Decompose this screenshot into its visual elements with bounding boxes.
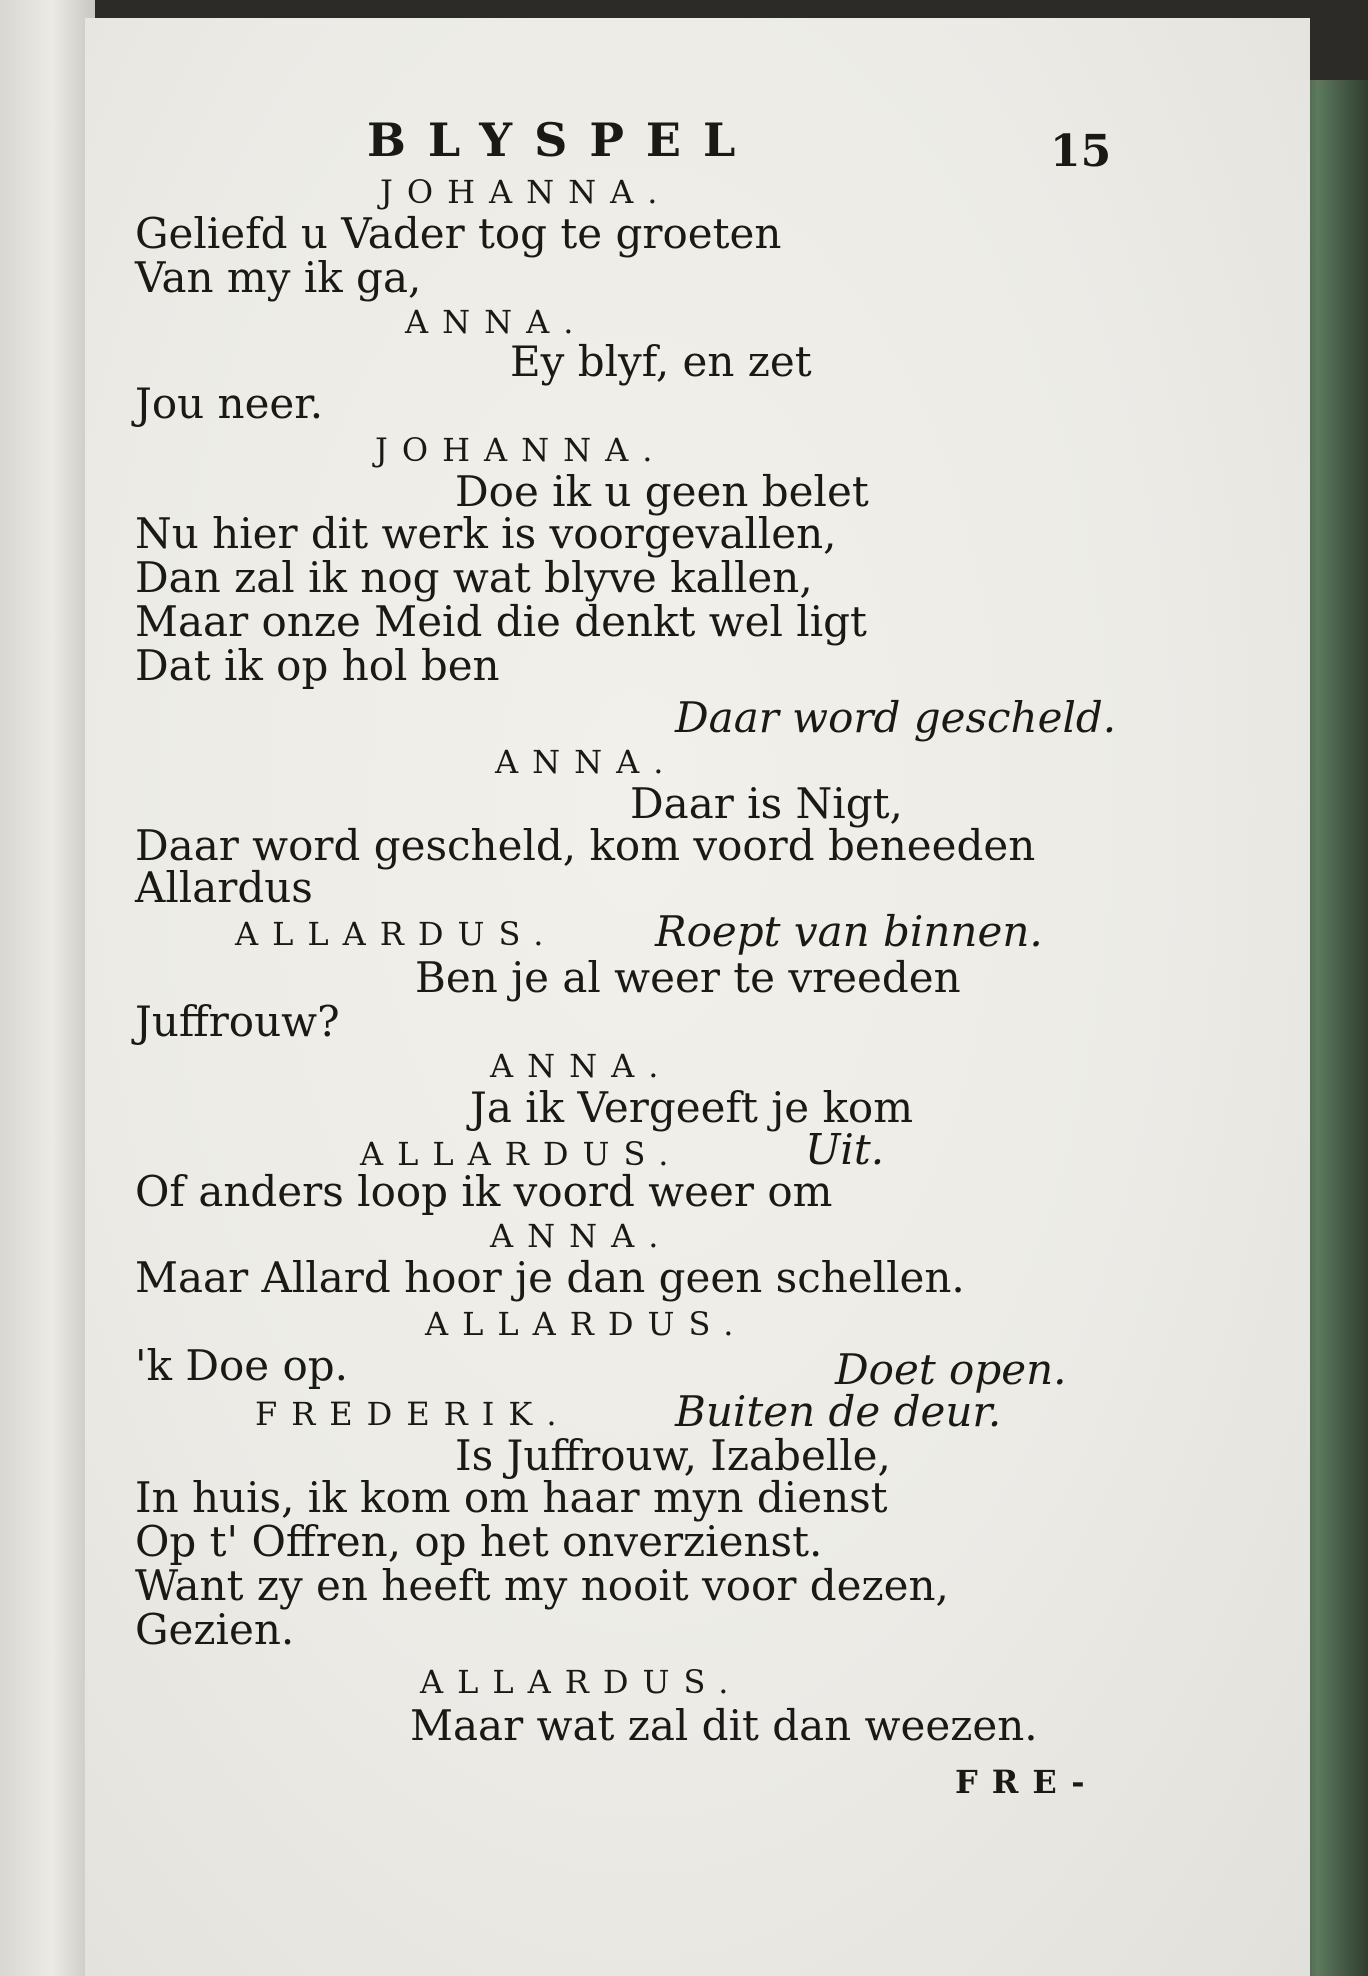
verse-line: Op t' Offren, op het onverzienst.: [135, 1517, 823, 1566]
speaker-name: ALLARDUS.: [360, 1135, 683, 1173]
verse-line: Daar word gescheld, kom voord beneeden: [135, 821, 1036, 870]
verse-line: Van my ik ga,: [135, 253, 422, 302]
speaker-name: FREDERIK.: [255, 1395, 571, 1433]
running-title: BLYSPEL: [367, 113, 758, 167]
catchword: FRE-: [955, 1763, 1099, 1801]
speaker-name: ALLARDUS.: [420, 1663, 743, 1701]
verse-line: Maar Allard hoor je dan geen schellen.: [135, 1253, 965, 1302]
stage-direction: Buiten de deur.: [675, 1387, 1002, 1436]
stage-direction: Uit.: [805, 1125, 885, 1174]
speaker-name: JOHANNA.: [380, 173, 672, 211]
verse-line: Ey blyf, en zet: [510, 337, 812, 386]
verse-line: 'k Doe op.: [135, 1341, 349, 1390]
verse-line: Doe ik u geen belet: [455, 467, 869, 516]
verse-line: Ben je al weer te vreeden: [415, 953, 961, 1002]
verse-line: Dat ik op hol ben: [135, 641, 500, 690]
verse-line: Maar onze Meid die denkt wel ligt: [135, 597, 867, 646]
speaker-name: ANNA.: [490, 1217, 673, 1255]
verse-line: Jou neer.: [135, 379, 324, 428]
speaker-name: ANNA.: [490, 1047, 673, 1085]
book-page: [85, 18, 1310, 1976]
verse-line: Daar is Nigt,: [630, 779, 903, 828]
verse-line: Of anders loop ik voord weer om: [135, 1167, 833, 1216]
verse-line: Dan zal ik nog wat blyve kallen,: [135, 553, 813, 602]
speaker-name: ALLARDUS.: [235, 915, 558, 953]
verse-line: Is Juffrouw, Izabelle,: [455, 1431, 891, 1480]
verse-line: Maar wat zal dit dan weezen.: [410, 1701, 1038, 1750]
speaker-name: JOHANNA.: [375, 431, 667, 469]
speaker-name: ANNA.: [495, 743, 678, 781]
verse-line: Juffrouw?: [135, 997, 340, 1046]
speaker-name: ALLARDUS.: [425, 1305, 748, 1343]
verse-line: Nu hier dit werk is voorgevallen,: [135, 509, 837, 558]
verse-line: Allardus: [135, 863, 313, 912]
verse-line: Geliefd u Vader tog te groeten: [135, 209, 782, 258]
book-gutter: [0, 0, 95, 1976]
stage-direction: Daar word gescheld.: [675, 693, 1117, 742]
verse-line: In huis, ik kom om haar myn dienst: [135, 1473, 888, 1522]
verse-line: Want zy en heeft my nooit voor dezen,: [135, 1561, 949, 1610]
verse-line: Gezien.: [135, 1605, 295, 1654]
page-number: 15: [1050, 126, 1112, 177]
stage-direction: Doet open.: [835, 1345, 1067, 1394]
speaker-name: ANNA.: [405, 303, 588, 341]
verse-line: Ja ik Vergeeft je kom: [470, 1083, 914, 1132]
stage-direction: Roept van binnen.: [655, 907, 1043, 956]
